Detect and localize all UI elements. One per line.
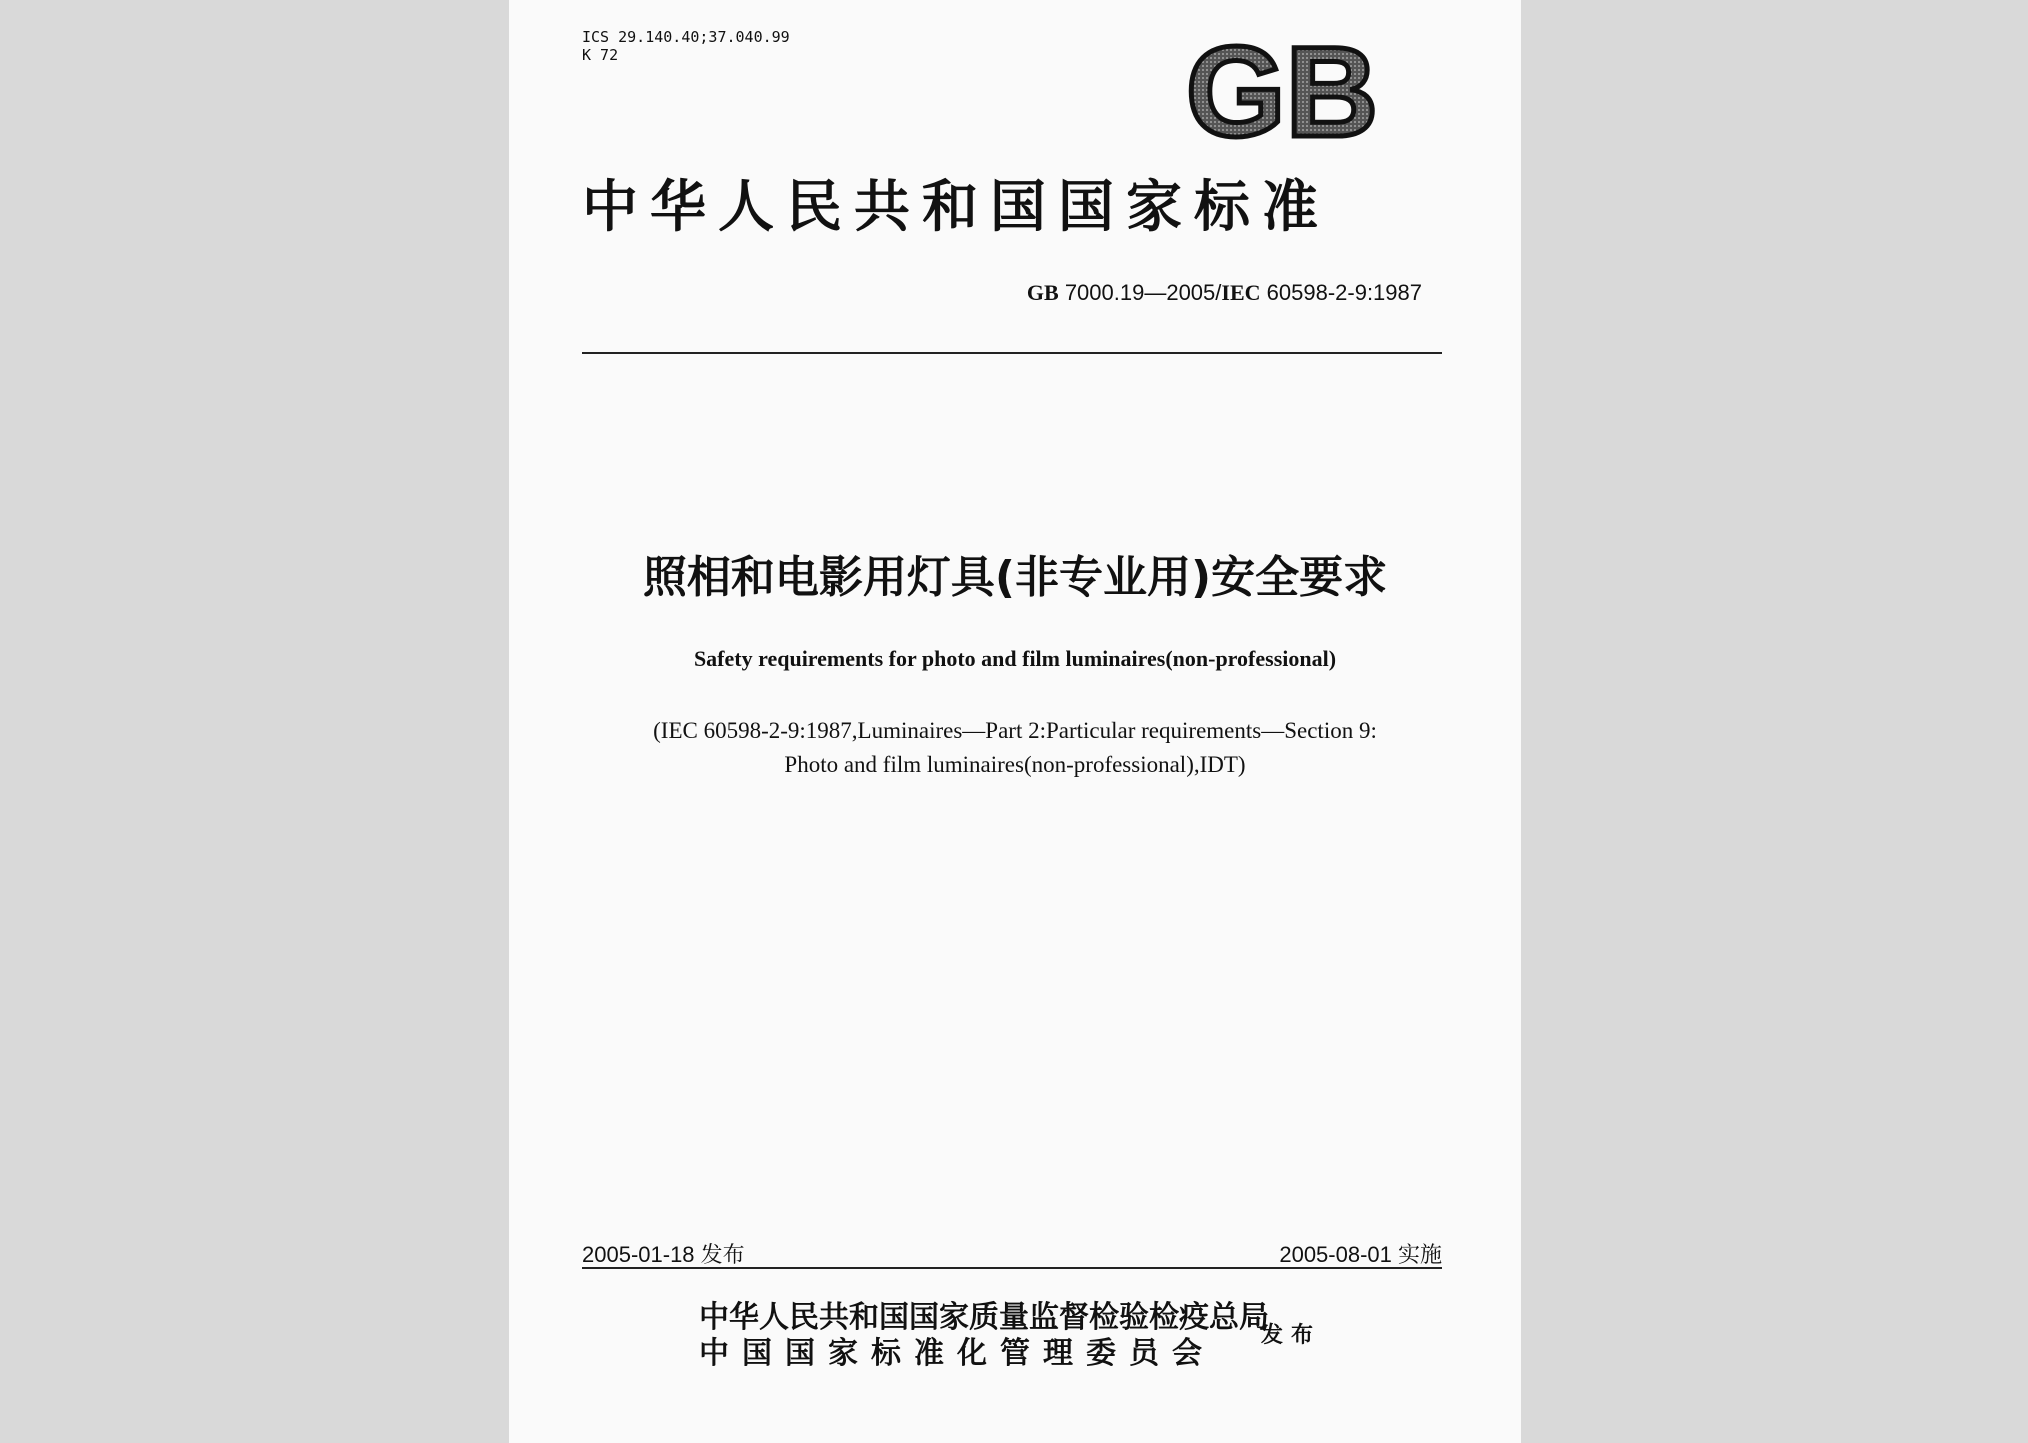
- english-title: Safety requirements for photo and film luminaires(non-professional): [693, 646, 1337, 671]
- classification-code: K 72: [582, 46, 619, 64]
- issuing-authorities: [699, 1300, 1269, 1372]
- issuer-aqsiq: 中华人民共和国国家质量监督检验检疫总局: [699, 1300, 1269, 1335]
- standard-number: [1027, 280, 1422, 306]
- ics-code: ICS 29.140.40;37.040.99: [582, 28, 790, 46]
- document-page: [509, 0, 1521, 1443]
- standard-prefix: GB: [1026, 280, 1059, 305]
- top-divider: [582, 352, 1442, 354]
- issue-date: 2005-01-18 发布: [582, 1242, 745, 1267]
- iec-prefix: IEC: [1221, 280, 1261, 305]
- classification-block: [582, 28, 790, 64]
- issuer-sac: 中国国家标准化管理委员会: [699, 1336, 1215, 1371]
- national-standard-title: 中华人民共和国国家标准: [582, 174, 1330, 240]
- iec-reference-line-1: (IEC 60598-2-9:1987,Luminaires—Part 2:Particular requirements—Section 9:: [653, 718, 1377, 743]
- standard-number-value: 7000.19—2005/: [1058, 280, 1222, 305]
- chinese-title: 照相和电影用灯具(非专业用)安全要求: [642, 552, 1388, 603]
- gb-logo-text: GB: [1186, 36, 1378, 148]
- bottom-divider: [582, 1267, 1442, 1269]
- implementation-date: 2005-08-01 实施: [1279, 1242, 1442, 1267]
- iec-reference: [509, 714, 1521, 782]
- iec-number-value: 60598-2-9:1987: [1260, 280, 1422, 305]
- gb-logo-icon: [1177, 36, 1387, 148]
- iec-reference-line-2: Photo and film luminaires(non-professional),IDT): [784, 752, 1246, 777]
- publish-label: 发布: [1261, 1323, 1322, 1348]
